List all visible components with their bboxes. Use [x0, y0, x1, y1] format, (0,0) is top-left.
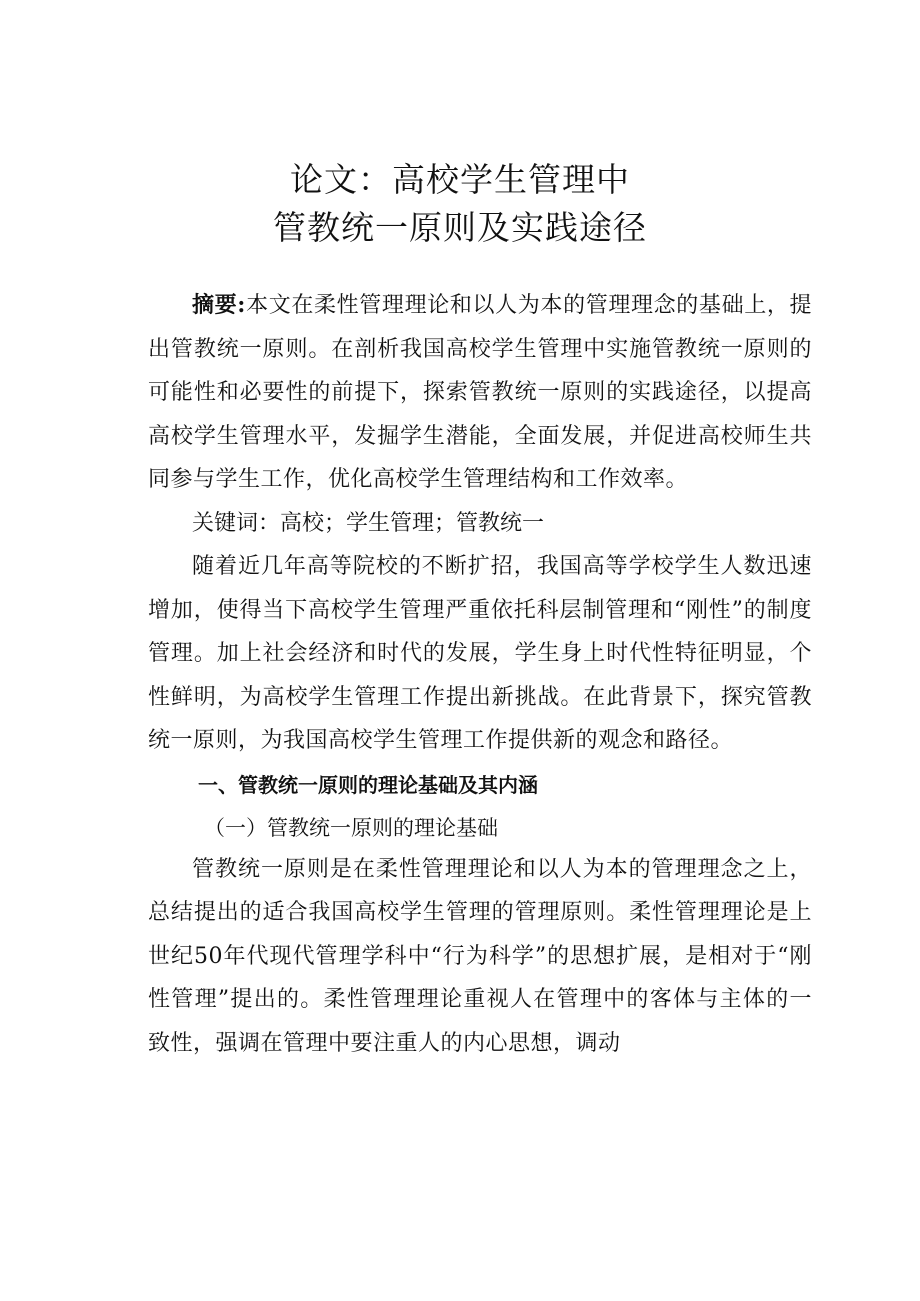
subsection-1-1-heading: （一）管教统一原则的理论基础 — [204, 815, 498, 840]
title-line-2: 管教统一原则及实践途径 — [273, 208, 647, 247]
section-1-heading: 一、管教统一原则的理论基础及其内涵 — [198, 772, 538, 797]
keywords-line: 关键词：高校；学生管理；管教统一 — [192, 510, 545, 536]
abstract-label: 摘要: — [192, 292, 246, 318]
subsection-1-1-paragraph: 管教统一原则是在柔性管理理论和以人为本的管理理念之上，总结提出的适合我国高校学生管理的管理原则。柔性管理理论是上世纪50年代现代管理学科中“行为科学”的思想扩展，是相对于“刚性管理”提出的。柔性管理理论重视人在管理中的客体与主体的一致性，强调在管理中要注重人的内心思想，调动 — [148, 856, 812, 1056]
paper-body — [148, 284, 812, 1065]
abstract-paragraph — [148, 284, 812, 502]
abstract-text: 本文在柔性管理理论和以人为本的管理理念的基础上，提出管教统一原则。在剖析我国高校学生管理中实施管教统一原则的可能性和必要性的前提下，探索管教统一原则的实践途径，以提高高校学生管理水平，发掘学生潜能，全面发展，并促进高校师生共同参与学生工作，优化高校学生管理结构和工作效率。 — [148, 293, 812, 492]
paper-title — [0, 156, 920, 252]
title-line-1: 论文：高校学生管理中 — [290, 160, 630, 199]
intro-paragraph: 随着近几年高等院校的不断扩招，我国高等学校学生人数迅速增加，使得当下高校学生管理严重依托科层制管理和“刚性”的制度管理。加上社会经济和时代的发展，学生身上时代性特征明显，个性鲜明，为高校学生管理工作提出新挑战。在此背景下，探究管教统一原则，为我国高校学生管理工作提供新的观念和路径。 — [148, 554, 812, 753]
